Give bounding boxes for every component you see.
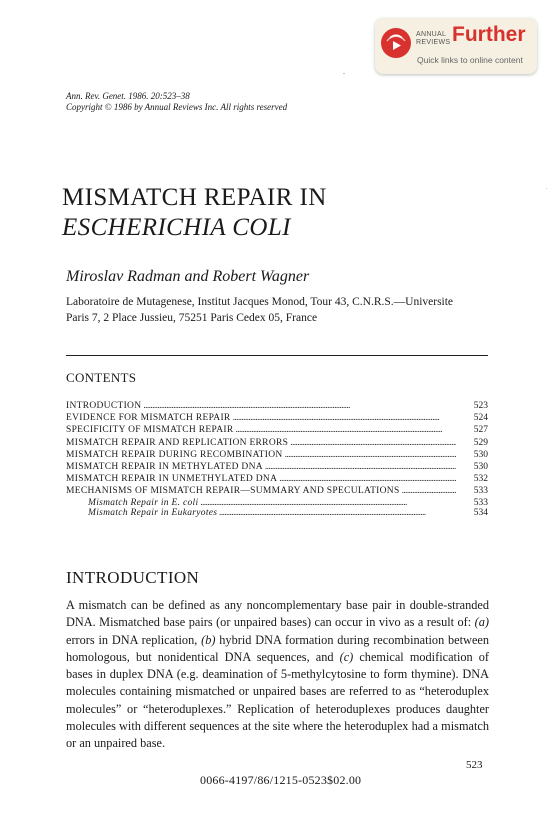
article-title xyxy=(62,183,327,243)
toc-page: 529 xyxy=(473,437,488,448)
toc-label: INTRODUCTION xyxy=(66,401,142,411)
toc-label: MECHANISMS OF MISMATCH REPAIR—SUMMARY AND SPECULATIONS xyxy=(66,486,400,497)
section-divider xyxy=(66,355,488,356)
badge-annual: ANNUAL xyxy=(416,31,447,38)
toc-label: MISMATCH REPAIR AND REPLICATION ERRORS xyxy=(66,437,289,448)
toc-entry[interactable] xyxy=(66,437,488,449)
journal-copyright: Copyright © 1986 by Annual Reviews Inc. All rights reserved xyxy=(66,102,288,112)
toc-page: 532 xyxy=(473,474,488,485)
toc-label: SPECIFICITY OF MISMATCH REPAIR xyxy=(66,425,234,436)
toc-leader xyxy=(235,424,456,436)
toc-page: 523 xyxy=(473,401,488,411)
list-marker-b: (b) xyxy=(201,632,216,647)
intro-text: chemical modification of bases in duplex DNA (e.g. deamination of 5-methylcytosine to form thymine). DNA molecules containing mismatched or unpaired bases are referred to as “heteroduplex molecules” or “heteroduplexes.” Replication of heteroduplexes produces daughter molecules with different sequences at the site where the heteroduplex had a mismatch or an unpaired base. xyxy=(66,649,489,751)
toc-page: 524 xyxy=(473,413,488,424)
introduction-heading: INTRODUCTION xyxy=(66,568,200,587)
toc-entry[interactable] xyxy=(66,400,488,412)
list-marker-c: (c) xyxy=(339,649,354,664)
further-badge[interactable] xyxy=(375,18,537,74)
contents-heading: CONTENTS xyxy=(66,370,137,385)
article-authors: Miroslav Radman and Robert Wagner xyxy=(66,268,310,285)
toc-label: MISMATCH REPAIR DURING RECOMBINATION xyxy=(66,449,283,460)
toc-label: Mismatch Repair in E. coli xyxy=(88,497,199,508)
table-of-contents xyxy=(66,400,488,518)
badge-reviews: REVIEWS xyxy=(416,39,451,46)
badge-brand xyxy=(416,31,450,47)
toc-page: 530 xyxy=(473,449,488,460)
scan-speck xyxy=(546,188,547,189)
toc-page: 533 xyxy=(473,497,488,508)
affiliation-line-1: Laboratoire de Mutagenese, Institut Jacques Monod, Tour 43, C.N.R.S.—Universite xyxy=(66,296,454,308)
toc-entry[interactable] xyxy=(66,473,488,485)
title-line-1: MISMATCH REPAIR IN xyxy=(62,184,327,211)
toc-entry[interactable] xyxy=(66,485,488,497)
badge-further: Further xyxy=(452,23,526,46)
toc-entry[interactable] xyxy=(66,412,488,424)
toc-subentry[interactable] xyxy=(66,498,488,508)
toc-page: 534 xyxy=(473,507,488,518)
page-number: 523 xyxy=(466,759,483,771)
journal-citation: Ann. Rev. Genet. 1986. 20:523–38 xyxy=(66,91,190,101)
article-affiliation xyxy=(66,294,506,326)
journal-header xyxy=(66,91,287,113)
toc-entry[interactable] xyxy=(66,461,488,473)
toc-leader xyxy=(200,498,456,508)
toc-label: Mismatch Repair in Eukaryotes xyxy=(88,507,218,518)
toc-page: 533 xyxy=(473,486,488,497)
further-play-icon xyxy=(381,28,411,58)
toc-leader xyxy=(219,508,456,518)
list-marker-a: (a) xyxy=(474,615,489,630)
scan-speck xyxy=(343,73,345,74)
title-line-2: ESCHERICHIA COLI xyxy=(62,214,291,241)
intro-text: errors in DNA replication, xyxy=(66,632,202,647)
toc-label: EVIDENCE FOR MISMATCH REPAIR xyxy=(66,413,231,424)
introduction-paragraph xyxy=(66,597,489,753)
toc-leader xyxy=(290,437,456,449)
toc-leader xyxy=(402,485,456,497)
affiliation-line-2: Paris 7, 2 Place Jussieu, 75251 Paris Cedex 05, France xyxy=(66,312,318,324)
toc-label: MISMATCH REPAIR IN UNMETHYLATED DNA xyxy=(66,474,278,485)
toc-label: MISMATCH REPAIR IN METHYLATED DNA xyxy=(66,461,263,472)
toc-subentry[interactable] xyxy=(66,508,488,518)
toc-leader xyxy=(143,400,456,412)
toc-leader xyxy=(233,412,456,424)
intro-text: A mismatch can be defined as any noncomplementary base pair in double-stranded DNA. Mismatched base pairs (or unpaired bases) can occur in vivo as a result of: xyxy=(66,598,489,630)
intro-text: hybrid DNA formation during recombination between homologous, but nonidentical DNA sequences, and xyxy=(66,632,490,664)
toc-entry[interactable] xyxy=(66,424,488,436)
toc-page: 527 xyxy=(473,425,488,436)
toc-leader xyxy=(265,461,456,473)
toc-leader xyxy=(285,449,456,461)
toc-page: 530 xyxy=(473,461,488,472)
footer-code: 0066-4197/86/1215-0523$02.00 xyxy=(200,773,362,787)
toc-leader xyxy=(279,473,456,485)
badge-subtitle: Quick links to online content xyxy=(417,55,523,65)
toc-entry[interactable] xyxy=(66,449,488,461)
